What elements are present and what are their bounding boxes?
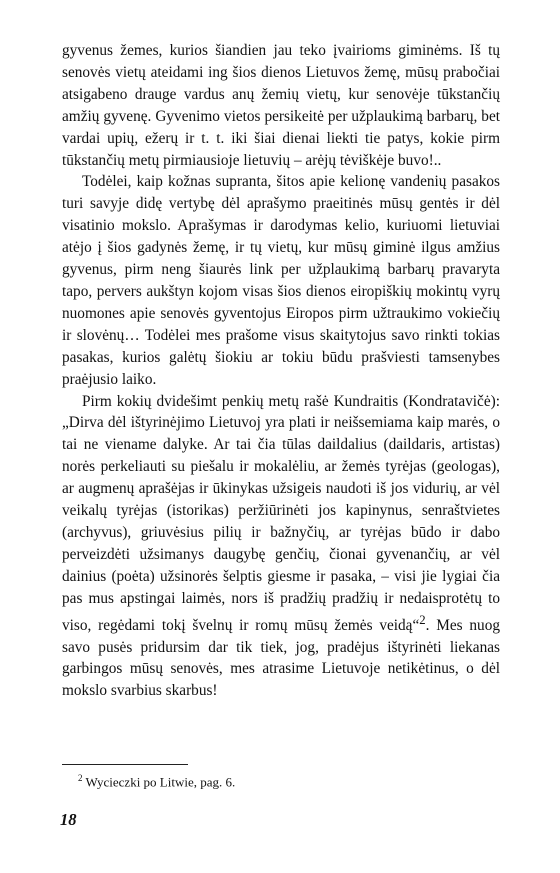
page-number: 18 xyxy=(60,810,77,829)
footnote-text: Wycieczki po Litwie, pag. 6. xyxy=(85,774,236,790)
footnote-reference: 2 xyxy=(419,612,426,627)
paragraph-3-tail: . Mes nuog savo pusės pridursim dar tik tiek, jog, pradėjus ištyrinėti liekanas garbingos mūsų senovės, mes atrasime Lietuvoje netikėtinus, o dėl mokslo svarbius skarbus! xyxy=(62,616,500,700)
paragraph-3 xyxy=(62,391,500,703)
paragraph-1: gyvenus žemes, kurios šiandien jau teko įvairioms giminėms. Iš tų senovės vietų ateidami ing šios dienos Lietuvos žemę, mūsų prabočiai atsigabeno drauge vardus anų žemių vietų, kur senovėje tūkstančių amžių gyvenę. Gyvenimo vietos persikeitė per užplaukimą barbarų, bet vardai upių, ežerų ir t. t. iki šiai dienai liekti tie patys, kokie pirm tūkstančių metų pirmiausioje lietuvių – arėjų tėviškėje buvo!.. xyxy=(62,42,500,169)
footnote-marker: 2 xyxy=(78,773,83,783)
footnote-divider xyxy=(62,764,188,765)
page-body xyxy=(62,40,500,702)
paragraph-2: Todėlei, kaip kožnas supranta, šitos apie kelionę vandenių pasakos turi savyje didę vertybę dėl aprašymo praeitinės mūsų gentės ir dėl visatinio mokslo. Aprašymas ir darodymas kelio, kuriuomi lietuviai atėjo į šios gadynės žemę, ir tų vietų, kur mūsų giminė ilgus amžius gyvenus, pirm neng šiaurės link per užplaukimą barbarų pravaryta tapo, pervers aukštyn kojom visas šios dienos eiropiškių mokintų vyrų nuomones apie senovės gyventojus Eiropos pirm užtraukimo vokiečių ir slovėnų… Todėlei mes prašome visus skaitytojus savo rinkti tokias pasakas, kurios galėtų šiokiu ar tokiu būdu prašviesti tamsenybes praėjusio laiko. xyxy=(62,173,500,388)
footnote xyxy=(78,770,235,790)
paragraph-3-text: Pirm kokių dvidešimt penkių metų rašė Kundraitis (Kondratavičė): „Dirva dėl ištyrinėjimo Lietuvoj yra plati ir neišsemiama kaip marės, o tai ne viename dalyke. Ar tai čia tūlas daildalius (daildaris, artistas) norės perkeliauti su piešalu ir mokalėliu, ar žemės tyrėjas (geologas), ar augmenų aprašėjas ir ūkinykas užsigeis naudoti iš jos vidurių, ar vėl veikalų tyrėjas (istorikas) peržiūrinėti jos kapinynus, senraštvietes (archyvus), griuvėsius pilių ir bažnyčių, ar tyrėjas būdo ir dabo perveizdėti užsimanys daugybę genčių, čionai gyvenančių, ar vėl dainius (poėta) užsinorės šelptis giesme ir pasaka, – visi jie lygiai čia pas mus apstingai laimės, nors iš pradžių pradžių ir nedaisprotėtų to viso, regėdami tokį švelnų ir romų mūsų žemės veidą“ xyxy=(62,392,500,634)
